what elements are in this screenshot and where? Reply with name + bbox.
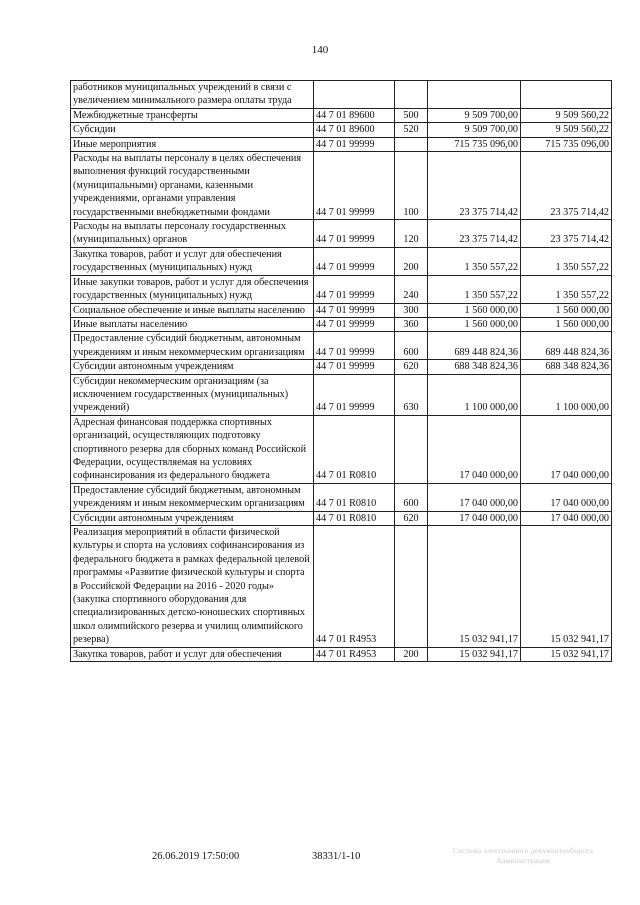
row-code-cell: 44 7 01 99999 <box>314 275 395 303</box>
row-type-cell: 630 <box>395 374 428 415</box>
table-row <box>71 123 612 137</box>
row-name-cell: Расходы на выплаты персоналу в целях обеспечения выполнения функций государственными (муниципальными) органами, казенными учреждениями, органами управления государственными внебюджетными фондами <box>71 152 314 220</box>
row-value-1-cell: 689 448 824,36 <box>428 332 521 360</box>
budget-table-body <box>71 81 612 662</box>
row-type-cell: 600 <box>395 483 428 511</box>
table-row <box>71 137 612 151</box>
row-value-2-cell: 1 100 000,00 <box>521 374 612 415</box>
row-value-2-cell: 689 448 824,36 <box>521 332 612 360</box>
row-value-1-cell: 1 100 000,00 <box>428 374 521 415</box>
row-type-cell <box>395 137 428 151</box>
row-value-1-cell: 1 350 557,22 <box>428 275 521 303</box>
table-row <box>71 526 612 648</box>
row-code-cell: 44 7 01 99999 <box>314 303 395 317</box>
row-code-cell: 44 7 01 99999 <box>314 137 395 151</box>
row-value-1-cell: 17 040 000,00 <box>428 415 521 483</box>
row-name-cell: Субсидии автономным учреждениям <box>71 511 314 525</box>
row-name-cell: Иные выплаты населению <box>71 317 314 331</box>
row-name-cell: Субсидии автономным учреждениям <box>71 360 314 374</box>
row-code-cell: 44 7 01 R4953 <box>314 526 395 648</box>
row-code-cell: 44 7 01 89600 <box>314 123 395 137</box>
table-row <box>71 360 612 374</box>
row-value-2-cell: 688 348 824,36 <box>521 360 612 374</box>
row-name-cell: Предоставление субсидий бюджетным, автономным учреждениям и иным некоммерческим организациям <box>71 332 314 360</box>
table-row <box>71 415 612 483</box>
row-code-cell: 44 7 01 R0810 <box>314 415 395 483</box>
row-value-1-cell: 1 560 000,00 <box>428 317 521 331</box>
row-type-cell: 520 <box>395 123 428 137</box>
row-code-cell: 44 7 01 89600 <box>314 108 395 122</box>
row-code-cell: 44 7 01 99999 <box>314 247 395 275</box>
table-row <box>71 511 612 525</box>
row-code-cell: 44 7 01 99999 <box>314 152 395 220</box>
footer-doc-number: 38331/1-10 <box>312 851 361 862</box>
row-value-2-cell: 1 560 000,00 <box>521 317 612 331</box>
row-value-1-cell: 17 040 000,00 <box>428 511 521 525</box>
row-type-cell: 500 <box>395 108 428 122</box>
table-row <box>71 108 612 122</box>
document-stamp <box>448 846 598 866</box>
row-name-cell: Реализация мероприятий в области физической культуры и спорта на условиях софинансирования из федерального бюджета в рамках федеральной целевой программы «Развитие физической культуры и спорта в Российской Федерации на 2016 - 2020 годы» (закупка спортивного оборудования для специализированных детско-юношеских спортивных школ олимпийского резерва и училищ олимпийского резерва) <box>71 526 314 648</box>
table-row <box>71 247 612 275</box>
row-name-cell: Субсидии <box>71 123 314 137</box>
row-value-2-cell: 15 032 941,17 <box>521 647 612 661</box>
row-value-1-cell: 1 350 557,22 <box>428 247 521 275</box>
row-value-1-cell: 1 560 000,00 <box>428 303 521 317</box>
row-value-2-cell: 9 509 560,22 <box>521 123 612 137</box>
row-name-cell: Закупка товаров, работ и услуг для обеспечения государственных (муниципальных) нужд <box>71 247 314 275</box>
table-row <box>71 483 612 511</box>
row-type-cell <box>395 526 428 648</box>
row-name-cell: Предоставление субсидий бюджетным, автономным учреждениям и иным некоммерческим организациям <box>71 483 314 511</box>
row-value-1-cell: 15 032 941,17 <box>428 526 521 648</box>
row-type-cell: 360 <box>395 317 428 331</box>
row-name-cell: Межбюджетные трансферты <box>71 108 314 122</box>
row-type-cell: 100 <box>395 152 428 220</box>
budget-table <box>70 80 612 662</box>
row-value-2-cell: 17 040 000,00 <box>521 415 612 483</box>
row-value-2-cell: 1 350 557,22 <box>521 247 612 275</box>
row-value-1-cell <box>428 81 521 109</box>
row-value-1-cell: 17 040 000,00 <box>428 483 521 511</box>
row-value-2-cell: 1 560 000,00 <box>521 303 612 317</box>
row-value-1-cell: 23 375 714,42 <box>428 152 521 220</box>
stamp-line-1: Система электронного документооборота <box>452 846 594 855</box>
row-value-2-cell: 17 040 000,00 <box>521 511 612 525</box>
row-value-2-cell: 23 375 714,42 <box>521 220 612 248</box>
row-code-cell: 44 7 01 99999 <box>314 317 395 331</box>
row-code-cell: 44 7 01 99999 <box>314 360 395 374</box>
page-number: 140 <box>311 44 329 56</box>
row-value-2-cell: 715 735 096,00 <box>521 137 612 151</box>
table-row <box>71 374 612 415</box>
row-value-1-cell: 23 375 714,42 <box>428 220 521 248</box>
row-value-2-cell <box>521 81 612 109</box>
table-row <box>71 303 612 317</box>
row-code-cell: 44 7 01 99999 <box>314 332 395 360</box>
row-type-cell: 600 <box>395 332 428 360</box>
table-row <box>71 332 612 360</box>
row-code-cell: 44 7 01 R0810 <box>314 483 395 511</box>
row-value-2-cell: 23 375 714,42 <box>521 152 612 220</box>
row-name-cell: работников муниципальных учреждений в связи с увеличением минимального размера оплаты труда <box>71 81 314 109</box>
row-value-1-cell: 15 032 941,17 <box>428 647 521 661</box>
row-code-cell: 44 7 01 99999 <box>314 374 395 415</box>
row-value-1-cell: 715 735 096,00 <box>428 137 521 151</box>
row-value-2-cell: 9 509 560,22 <box>521 108 612 122</box>
row-type-cell: 200 <box>395 247 428 275</box>
row-type-cell <box>395 415 428 483</box>
row-code-cell <box>314 81 395 109</box>
footer-datetime: 26.06.2019 17:50:00 <box>152 851 240 862</box>
row-type-cell: 120 <box>395 220 428 248</box>
row-name-cell: Адресная финансовая поддержка спортивных организаций, осуществляющих подготовку спортивного резерва для сборных команд Российской Федерации, осуществляемая на условиях софинансирования из федерального бюджета <box>71 415 314 483</box>
row-name-cell: Иные закупки товаров, работ и услуг для обеспечения государственных (муниципальных) нужд <box>71 275 314 303</box>
row-type-cell <box>395 81 428 109</box>
table-row <box>71 647 612 661</box>
row-type-cell: 620 <box>395 360 428 374</box>
row-value-1-cell: 688 348 824,36 <box>428 360 521 374</box>
row-code-cell: 44 7 01 R4953 <box>314 647 395 661</box>
row-value-2-cell: 17 040 000,00 <box>521 483 612 511</box>
row-value-1-cell: 9 509 700,00 <box>428 123 521 137</box>
row-value-2-cell: 1 350 557,22 <box>521 275 612 303</box>
row-value-1-cell: 9 509 700,00 <box>428 108 521 122</box>
row-name-cell: Социальное обеспечение и иные выплаты населению <box>71 303 314 317</box>
row-code-cell: 44 7 01 R0810 <box>314 511 395 525</box>
row-type-cell: 240 <box>395 275 428 303</box>
stamp-line-2: Администрация <box>496 856 550 865</box>
row-type-cell: 620 <box>395 511 428 525</box>
row-name-cell: Субсидии некоммерческим организациям (за исключением государственных (муниципальных) учреждений) <box>71 374 314 415</box>
table-row <box>71 220 612 248</box>
table-row <box>71 152 612 220</box>
row-name-cell: Расходы на выплаты персоналу государственных (муниципальных) органов <box>71 220 314 248</box>
table-row <box>71 275 612 303</box>
row-name-cell: Иные мероприятия <box>71 137 314 151</box>
row-code-cell: 44 7 01 99999 <box>314 220 395 248</box>
table-row <box>71 317 612 331</box>
row-type-cell: 200 <box>395 647 428 661</box>
table-row <box>71 81 612 109</box>
row-name-cell: Закупка товаров, работ и услуг для обеспечения <box>71 647 314 661</box>
row-type-cell: 300 <box>395 303 428 317</box>
row-value-2-cell: 15 032 941,17 <box>521 526 612 648</box>
